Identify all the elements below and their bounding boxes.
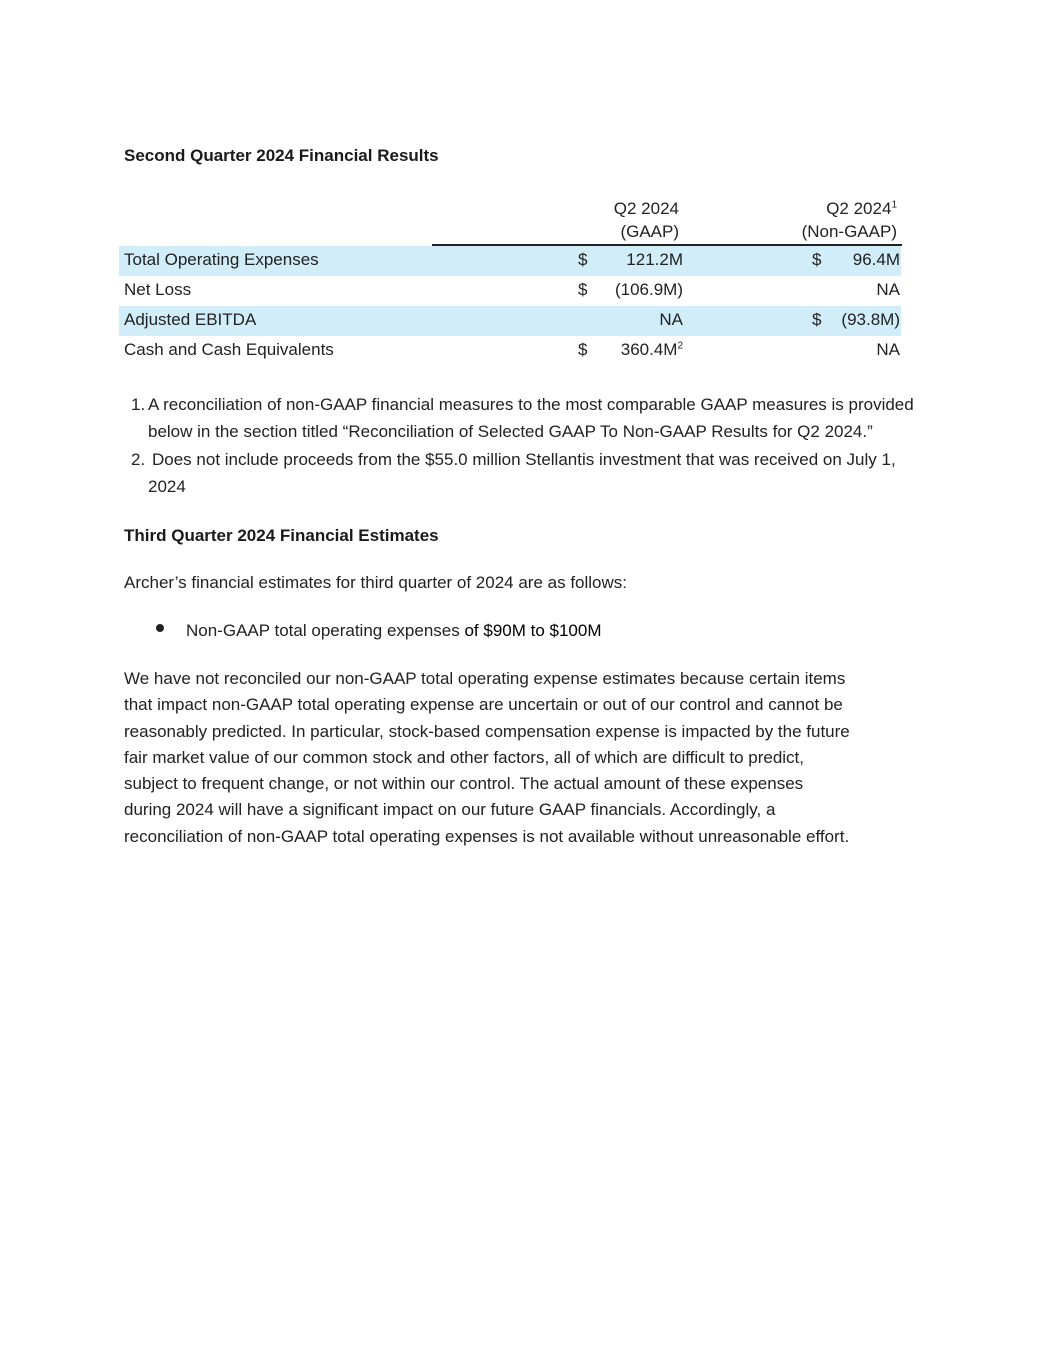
footnote-ref-1: 1: [891, 199, 897, 211]
nongaap-value: NA: [876, 340, 900, 359]
gaap-value: 121.2M: [626, 250, 683, 269]
paragraph-line: reasonably predicted. In particular, stock-based compensation expense is impacted by the future: [124, 721, 850, 741]
q2-heading: Second Quarter 2024 Financial Results: [124, 146, 439, 165]
q3-heading: Third Quarter 2024 Financial Estimates: [124, 526, 439, 545]
footnote-ref-2: 2: [677, 340, 683, 352]
row-label: Adjusted EBITDA: [124, 310, 257, 329]
paragraph-line: during 2024 will have a significant impact on our future GAAP financials. Accordingly, a: [124, 800, 776, 820]
col-header-nongaap-line1: [760, 197, 897, 220]
gaap-value: (106.9M): [614, 280, 683, 299]
footnote-number: 2.: [131, 450, 146, 469]
paragraph-line: fair market value of our common stock and other factors, all of which are difficult to predict,: [124, 747, 804, 767]
gaap-value: NA: [659, 310, 683, 329]
row-label: Cash and Cash Equivalents: [124, 340, 334, 359]
col-header-nongaap-line2: (Non-GAAP): [801, 222, 897, 241]
gaap-currency: $: [578, 340, 588, 359]
col-header-gaap: [560, 197, 679, 243]
footnote-text: A reconciliation of non-GAAP financial measures to the most comparable GAAP measures is provided: [148, 395, 914, 414]
q3-paragraph: [124, 666, 934, 850]
nongaap-value: 96.4M: [852, 250, 900, 269]
nongaap-currency: $: [812, 250, 822, 269]
footnote-text: Does not include proceeds from the $55.0 million Stellantis investment that was received on July 1,: [152, 450, 896, 469]
row-label: Total Operating Expenses: [124, 250, 319, 269]
nongaap-value: (93.8M): [841, 310, 900, 329]
footnote-text: 2024: [148, 477, 186, 496]
paragraph-line: that impact non-GAAP total operating expense are uncertain or out of our control and cannot be: [124, 695, 843, 715]
footnote-text: below in the section titled “Reconciliation of Selected GAAP To Non-GAAP Results for Q2 2024.”: [148, 422, 873, 441]
row-label: Net Loss: [124, 280, 192, 299]
nongaap-value: NA: [876, 280, 900, 299]
bullet-icon: [156, 624, 164, 632]
col-header-gaap-line2: (GAAP): [620, 222, 679, 241]
col-header-gaap-line1: Q2 2024: [613, 199, 679, 218]
footnote-number: 1.: [131, 395, 146, 414]
gaap-value: [560, 340, 683, 360]
bullet-range: of $90M to $100M: [459, 621, 602, 640]
bullet-text: Non-GAAP total operating expenses: [186, 621, 460, 640]
col-header-nongaap: [760, 197, 897, 243]
paragraph-line: We have not reconciled our non-GAAP total operating expense estimates because certain items: [124, 669, 846, 688]
bullet-item: [186, 621, 602, 641]
gaap-currency: $: [578, 280, 588, 299]
col-header-nongaap-text: Q2 2024: [826, 199, 892, 218]
gaap-currency: $: [578, 250, 588, 269]
paragraph-line: subject to frequent change, or not within our control. The actual amount of these expenses: [124, 774, 804, 794]
nongaap-currency: $: [812, 310, 822, 329]
paragraph-line: reconciliation of non-GAAP total operating expenses is not available without unreasonable effort.: [124, 826, 850, 846]
q3-intro: Archer’s financial estimates for third quarter of 2024 are as follows:: [124, 573, 628, 592]
gaap-value-text: 360.4M: [620, 340, 678, 359]
